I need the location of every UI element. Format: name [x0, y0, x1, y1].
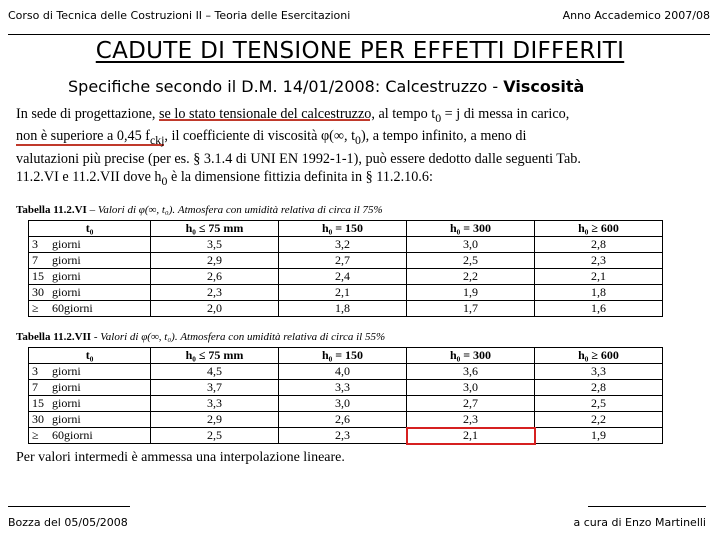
para-subscript: ckj: [149, 133, 165, 148]
value-cell: 2,3: [407, 412, 535, 428]
column-header: h₀ ≤ 75 mm: [151, 348, 279, 364]
course-header: Corso di Tecnica delle Costruzioni II – Teoria delle Esercitazioni: [8, 9, 351, 22]
para-text: non è superiore a 0,45 f: [16, 128, 150, 145]
value-cell: 2,3: [151, 285, 279, 301]
value-cell: 2,9: [151, 412, 279, 428]
column-header: h₀ = 300: [407, 221, 535, 237]
table-row: [29, 285, 663, 301]
value-cell: 2,0: [151, 301, 279, 317]
table-row: [29, 396, 663, 412]
para-underlined-group: [16, 128, 164, 146]
age-days: ≥: [32, 428, 39, 443]
age-cell: [29, 301, 151, 317]
footer-right-rule: [588, 506, 706, 507]
age-cell: [29, 269, 151, 285]
para-text: In sede di progettazione,: [16, 106, 160, 122]
academic-year: Anno Accademico 2007/08: [562, 9, 710, 22]
age-days: 7: [32, 380, 38, 395]
para-subscript: 0: [355, 133, 361, 148]
table-row: [29, 253, 663, 269]
value-cell: 1,8: [535, 285, 663, 301]
age-unit: giorni: [52, 412, 81, 427]
value-cell: 3,0: [279, 396, 407, 412]
subtitle-bold: Viscosità: [503, 77, 585, 96]
table-row: [29, 237, 663, 253]
value-cell: 3,3: [151, 396, 279, 412]
value-cell: 1,7: [407, 301, 535, 317]
column-header: h₀ ≥ 600: [535, 348, 663, 364]
table2-caption: [16, 331, 706, 343]
table1-caption: [16, 204, 706, 216]
age-unit: giorni: [52, 364, 81, 379]
column-header: h₀ ≥ 600: [535, 221, 663, 237]
value-cell: 3,0: [407, 237, 535, 253]
highlighted-value-cell: 2,1: [407, 428, 535, 444]
age-unit: giorni: [52, 285, 81, 300]
value-cell: 2,3: [535, 253, 663, 269]
intro-paragraph: [16, 105, 706, 190]
table2-label: Tabella 11.2.VII: [16, 331, 92, 344]
slide-title: CADUTE DI TENSIONE PER EFFETTI DIFFERITI: [95, 38, 625, 64]
age-unit: giorni: [52, 237, 81, 252]
value-cell: 2,6: [151, 269, 279, 285]
table-row: [29, 412, 663, 428]
value-cell: 2,1: [535, 269, 663, 285]
value-cell: 1,8: [279, 301, 407, 317]
value-cell: 2,5: [407, 253, 535, 269]
header-divider: [8, 34, 710, 35]
value-cell: 3,6: [407, 364, 535, 380]
value-cell: 3,5: [151, 237, 279, 253]
column-header: h₀ = 150: [279, 221, 407, 237]
age-cell: [29, 285, 151, 301]
age-days: 30: [32, 412, 44, 427]
value-cell: 3,3: [279, 380, 407, 396]
para-underlined-text: se lo stato tensionale del calcestruzzo,: [159, 106, 375, 122]
age-days: 30: [32, 285, 44, 300]
creep-table-55: [28, 347, 663, 444]
value-cell: 2,8: [535, 380, 663, 396]
age-cell: [29, 237, 151, 253]
age-unit: giorni: [52, 253, 81, 268]
value-cell: 2,3: [279, 428, 407, 444]
para-text: valutazioni più precise (per es. § 3.1.4 di UNI EN 1992-1-1), può essere dedotto dalle seguenti Tab.: [16, 150, 581, 167]
table1-caption-text: – Valori di φ(∞, t₀). Atmosfera con umidità relativa di circa il 75%: [86, 204, 383, 217]
age-days: 15: [32, 269, 44, 284]
table1-label: Tabella 11.2.VI: [16, 204, 87, 217]
column-header: h₀ = 300: [407, 348, 535, 364]
age-unit: giorni: [52, 269, 81, 284]
footer-left-rule: [8, 506, 130, 507]
value-cell: 2,7: [407, 396, 535, 412]
table-row: [29, 380, 663, 396]
value-cell: 4,5: [151, 364, 279, 380]
value-cell: 3,3: [535, 364, 663, 380]
age-unit: giorni: [52, 396, 81, 411]
value-cell: 2,7: [279, 253, 407, 269]
value-cell: 2,6: [279, 412, 407, 428]
age-cell: [29, 412, 151, 428]
value-cell: 2,5: [151, 428, 279, 444]
value-cell: 1,9: [535, 428, 663, 444]
slide-subtitle: [68, 77, 584, 96]
column-header: t₀: [29, 221, 151, 237]
value-cell: 3,0: [407, 380, 535, 396]
para-subscript: 0: [161, 173, 168, 188]
subtitle-text: Specifiche secondo il D.M. 14/01/2008: Calcestruzzo -: [68, 77, 504, 96]
age-days: 3: [32, 364, 38, 379]
table-row: [29, 301, 663, 317]
table-row: [29, 364, 663, 380]
table-row: [29, 269, 663, 285]
age-days: ≥: [32, 301, 39, 316]
value-cell: 1,6: [535, 301, 663, 317]
para-text: è la dimensione fittizia definita in § 11.2.10.6:: [167, 169, 433, 186]
table-header-row: [29, 221, 663, 237]
age-unit: 60giorni: [52, 301, 93, 316]
column-header: t₀: [29, 348, 151, 364]
para-text: = j di messa in carico,: [441, 106, 570, 122]
value-cell: 3,7: [151, 380, 279, 396]
table-row: [29, 428, 663, 444]
age-days: 15: [32, 396, 44, 411]
table-header-row: [29, 348, 663, 364]
author-credit: a cura di Enzo Martinelli: [573, 516, 706, 529]
para-subscript: 0: [435, 110, 442, 125]
value-cell: 2,1: [279, 285, 407, 301]
value-cell: 2,2: [407, 269, 535, 285]
value-cell: 1,9: [407, 285, 535, 301]
para-text: al tempo t: [374, 106, 436, 122]
value-cell: 3,2: [279, 237, 407, 253]
column-header: h₀ = 150: [279, 348, 407, 364]
value-cell: 4,0: [279, 364, 407, 380]
age-days: 7: [32, 253, 38, 268]
age-cell: [29, 253, 151, 269]
age-unit: giorni: [52, 380, 81, 395]
value-cell: 2,8: [535, 237, 663, 253]
para-text: , il coefficiente di viscosità φ(∞, t: [164, 128, 356, 145]
age-unit: 60giorni: [52, 428, 93, 443]
draft-date: Bozza del 05/05/2008: [8, 516, 128, 529]
value-cell: 2,5: [535, 396, 663, 412]
age-cell: [29, 364, 151, 380]
para-text: 11.2.VI e 11.2.VII dove h: [16, 169, 162, 186]
value-cell: 2,2: [535, 412, 663, 428]
age-days: 3: [32, 237, 38, 252]
para-text: ), a tempo infinito, a meno di: [360, 128, 527, 145]
table2-caption-text: - Valori di φ(∞, t₀). Atmosfera con umidità relativa di circa il 55%: [91, 331, 386, 344]
age-cell: [29, 428, 151, 444]
column-header: h₀ ≤ 75 mm: [151, 221, 279, 237]
value-cell: 2,9: [151, 253, 279, 269]
scanned-excerpt: [16, 105, 706, 466]
age-cell: [29, 396, 151, 412]
creep-table-75: [28, 220, 663, 317]
age-cell: [29, 380, 151, 396]
value-cell: 2,4: [279, 269, 407, 285]
interpolation-note: Per valori intermedi è ammessa una interpolazione lineare.: [16, 450, 345, 466]
